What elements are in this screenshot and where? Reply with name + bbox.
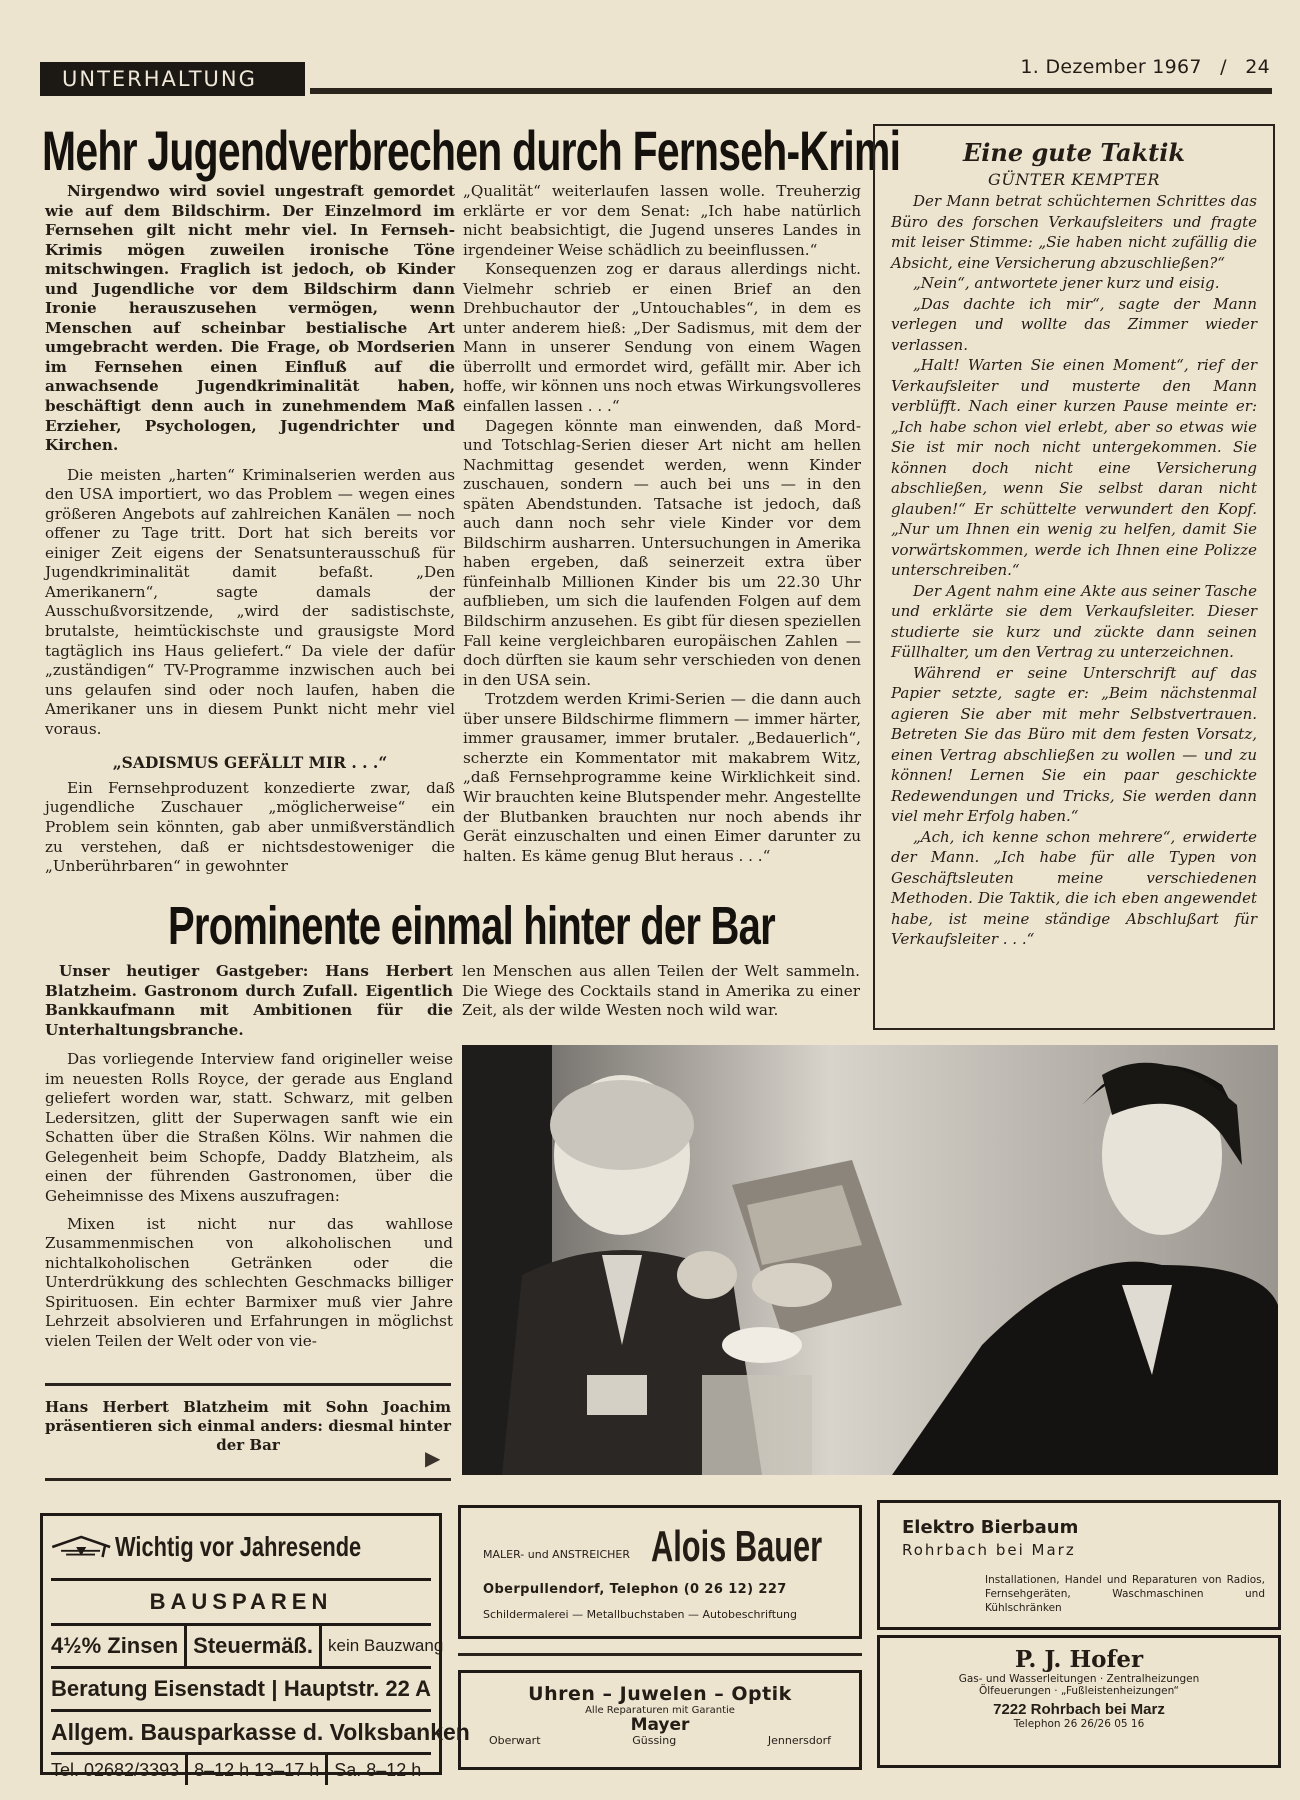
house-logo-icon — [51, 1529, 111, 1565]
ad-bierbaum-location: Rohrbach bei Marz — [902, 1541, 1076, 1559]
ad-address: Hauptstr. 22 A — [283, 1676, 431, 1701]
ad-bausparen-office: Beratung Eisenstadt | Hauptstr. 22 A — [51, 1669, 431, 1712]
ad-hofer-address: 7222 Rohrbach bei Marz — [993, 1701, 1165, 1718]
header-rule — [310, 88, 1272, 94]
photo-image — [462, 1045, 1278, 1475]
article2-column-2 — [462, 962, 860, 1021]
arrow-right-icon: ▶ — [425, 1446, 441, 1470]
ad-hofer-name: P. J. Hofer — [1014, 1646, 1144, 1673]
ad-bausparen — [40, 1513, 470, 1780]
ad-bierbaum-services: Installationen, Handel und Reparaturen von Radios, Fernsehgeräten, Waschmaschinen und Kühlschränken — [985, 1574, 1265, 1614]
ad-pj-hofer — [877, 1635, 1281, 1768]
ad-hours: 8–12 h 13–17 h — [188, 1755, 328, 1785]
sidebar-paragraph: Während er seine Unterschrift auf das Papier setzte, sagte er: „Beim nächstenmal agieren Sie aber mit mehr Selbstvertrauen. Betreten Sie das Büro mit dem festen Vorsatz, einen Vertrag abschließen zu wollen — und zu können! Lernen Sie ein paar geschickte Redewendungen und Tricks, Sie werden dann viel mehr Erfolg haben.“ — [891, 663, 1257, 825]
ad-bausparen-contact — [51, 1755, 431, 1785]
sidebar-paragraph: „Das dachte ich mir“, sagte der Mann verlegen und wollte das Zimmer wieder verlassen. — [891, 294, 1257, 354]
ad-hofer-services: Gas- und Wasserleitungen · Zentralheizungen — [958, 1673, 1200, 1685]
article1-paragraph: Dagegen könnte man einwenden, daß Mord- und Totschlag-Serien dieser Art nicht am hellen Nachmittag gesendet werden, wenn Kinder zuschauen, sondern — auch bei uns — in den späten Abendstunden. Tatsache ist jedoch, daß auch dann noch sehr viele Kinder vor dem Bildschirm ausharren. Untersuchungen in Amerika haben ergeben, daß seinerzeit extra über fünfeinhalb Millionen Kinder bis um 22.30 Uhr aufblieben, um sich die laufenden Folgen auf dem Bildschirm anzusehen. Es gibt für diesen speziellen Fall keine vergleichbaren europäischen Zahlen — doch dürften sie kaum sehr verschieden von denen in den USA sein. — [463, 416, 861, 689]
ad-bausparen-headline: Wichtig vor Jahresende — [115, 1531, 362, 1562]
article1-paragraph: „Qualität“ weiterlaufen lassen wolle. Treuherzig erklärte er vor dem Senat: „Ich habe natürlich nicht beabsichtigt, die Jugend unseres Landes in irgendeiner Weise schädlich zu beeinflussen.“ — [463, 182, 861, 259]
ad-mayer-name: Mayer — [630, 1715, 690, 1735]
ad-bauer-name: Alois Bauer — [651, 1522, 823, 1571]
ad-bauer-contact: Oberpullendorf, Telephon (0 26 12) 227 — [483, 1582, 787, 1597]
ad-mayer-tagline: Alle Reparaturen mit Garantie — [585, 1705, 735, 1716]
ad-bierbaum-name: Elektro Bierbaum — [902, 1517, 1079, 1538]
ad-elektro-bierbaum — [877, 1500, 1281, 1630]
ad-location: Jennersdorf — [767, 1734, 831, 1747]
ad-bausparen-company: Allgem. Bausparkasse d. Volksbanken — [51, 1712, 431, 1755]
caption-rule-bottom — [45, 1478, 451, 1481]
ad-feature: kein Bauzwang — [327, 1636, 444, 1655]
sidebar-paragraph: „Halt! Warten Sie einen Moment“, rief der Verkaufsleiter und musterte den Mann verblüfft. Nach einer kurzen Pause meinte er: „Ich habe schon viel erlebt, aber so etwas wie Sie ist mir noch nicht untergekommen. Sie können doch nicht eine Versicherung abschließen, wenn Sie selbst daran nicht glauben!“ Er schüttelte verwundert den Kopf. „Nur um Ihnen ein wenig zu helfen, damit Sie vorwärtskommen, werde ich Ihnen eine Polizze unterschreiben.“ — [891, 356, 1257, 579]
page-number: 24 — [1245, 56, 1270, 78]
sidebar-paragraph: Der Mann betrat schüchternen Schrittes das Büro des forschen Verkaufsleiters und fragte mit leiser Stimme: „Sie haben nicht zufällig die Absicht, eine Versicherung abzuschließen?“ — [891, 192, 1257, 272]
sidebar-paragraph: Der Agent nahm eine Akte aus seiner Tasche und erklärte sie dem Verkaufsleiter. Dieser studierte sie kurz und zückte dann seinen Füllhalter, um den Vertrag zu unterzeichnen. — [891, 581, 1257, 661]
photo-blatzheim-bar — [462, 1045, 1278, 1475]
sidebar-author: GÜNTER KEMPTER — [988, 170, 1160, 189]
ad-location: Güssing — [632, 1734, 677, 1747]
article1-headline: Mehr Jugendverbrechen durch Fernseh-Krimi — [42, 119, 901, 182]
article2-lead: Unser heutiger Gastgeber: Hans Herbert Blatzheim. Gastronom durch Zufall. Eigentlich Bankkaufmann mit Ambitionen für die Unterhaltungsbranche. — [45, 962, 453, 1039]
ad-bausparen-features — [51, 1626, 444, 1669]
ad-divider — [458, 1653, 862, 1656]
article1-paragraph: Konsequenzen zog er daraus allerdings nicht. Vielmehr schrieb er einen Brief an den Drehbuchautor der „Untouchables“, in dem es unter anderem hieß: „Der Sadismus, mit dem der Mann in unserer Sendung von einem Wagen überrollt und ermordet wird, gefällt mir. Aber ich hoffe, wir können uns noch etwas Wirkungsvolleres einfallen lassen . . .“ — [463, 260, 862, 416]
sidebar-story — [873, 124, 1275, 1030]
article1-column-2 — [463, 182, 861, 866]
date-separator: / — [1220, 56, 1227, 78]
ad-feature: 4½% Zinsen — [51, 1626, 187, 1666]
photo-caption: Hans Herbert Blatzheim mit Sohn Joachim präsentieren sich einmal anders: diesmal hinter der Bar — [45, 1398, 451, 1454]
section-label: UNTERHALTUNG — [40, 62, 305, 96]
sidebar-text — [891, 191, 1257, 950]
sidebar-paragraph: „Ach, ich kenne schon mehrere“, erwiderte der Mann. „Ich habe für alle Typen von Geschäftsleuten meine verschiedenen Methoden. Die Taktik, die ich eben angewendet habe, ist meine ständige Abschlußart für Verkaufsleiter . . .“ — [891, 827, 1257, 948]
dateline — [1020, 56, 1270, 78]
ad-mayer-locations — [461, 1734, 859, 1747]
ad-bauer-trade: MALER- und ANSTREICHER — [483, 1548, 631, 1561]
article1-subhead: „SADISMUS GEFÄLLT MIR . . .“ — [112, 753, 388, 773]
article2-headline: Prominente einmal hinter der Bar — [168, 896, 775, 956]
article1-column-1 — [45, 182, 455, 877]
article1-lead: Nirgendwo wird soviel ungestraft gemordet wie auf dem Bildschirm. Der Einzelmord im Fernsehen gilt nicht mehr viel. In Fernseh-Krimis mögen zuweilen ironische Töne mitschwingen. Fraglich ist jedoch, ob Kinder und Jugendliche vor dem Bildschirm dann Ironie herauszusehen vermögen, wenn Menschen auf scheinbar bestialische Art umgebracht werden. Die Frage, ob Mordserien im Fernsehen einen Einfluß auf die anwachsende Jugendkriminalität haben, beschäftigt denn auch in zunehmendem Maß Erzieher, Psychologen, Jugendrichter und Kirchen. — [45, 182, 455, 455]
ad-hofer-phone: Telephon 26 26/26 05 16 — [1013, 1718, 1145, 1730]
ad-bausparen-header — [51, 1516, 431, 1581]
ad-hofer-services: Ölfeuerungen · „Fußleistenheizungen“ — [979, 1685, 1179, 1697]
ad-alois-bauer — [458, 1505, 862, 1639]
caption-rule-top — [45, 1383, 451, 1386]
article2-paragraph: Mixen ist nicht nur das wahllose Zusammenmischen von alkoholischen und nichtalkoholischen Getränken oder die Unterdrükkung des schlechten Geschmacks billiger Spirituosen. Ein echter Barmixer muß vier Jahre Lehrzeit absolvieren und Erfahrungen in möglichst vielen Teilen der Welt oder von vie- — [45, 1214, 453, 1350]
ad-phone: Tel. 02682/3393 — [51, 1755, 188, 1785]
ad-feature: Steuermäß. — [187, 1626, 322, 1666]
ad-mayer-headline: Uhren – Juwelen – Optik — [528, 1683, 792, 1705]
article1-paragraph: Die meisten „harten“ Kriminalserien werden aus den USA importiert, wo das Problem — wegen eines größeren Angebots auf zahlreichen Kanälen — noch offener zu Tage tritt. Dort hat sich bereits vor einiger Zeit eigens der Senatsunterausschuß für Jugendkriminalität damit befaßt. „Den Amerikanern“, sagte damals der Ausschußvorsitzende, „wird der sadistischste, brutalste, heimtückischste und grausigste Mord tagtäglich ins Haus geliefert.“ Da viele der dafür „zuständigen“ TV-Programme inzwischen auch bei uns gelaufen sind oder noch laufen, haben die Amerikaner uns in diesem Punkt nicht mehr viel voraus. — [45, 465, 455, 738]
ad-bausparen-title: BAUSPAREN — [51, 1581, 431, 1626]
ad-location: Oberwart — [489, 1734, 541, 1747]
ad-bauer-services: Schildermalerei — Metallbuchstaben — Autobeschriftung — [483, 1608, 798, 1621]
article2-paragraph: Das vorliegende Interview fand origineller weise im neuesten Rolls Royce, der gerade aus England geliefert worden war, statt. Schwarz, mit gelben Ledersitzen, glitt der Superwagen sanft wie ein Schatten über die Straßen Kölns. Wir nahmen die Gelegenheit beim Schopfe, Daddy Blatzheim, als einen der führenden Gastronomen, über die Geheimnisse des Mixens auszufragen: — [45, 1050, 453, 1206]
sidebar-paragraph: „Nein“, antwortete jener kurz und eisig. — [913, 274, 1220, 292]
article2-paragraph: len Menschen aus allen Teilen der Welt sammeln. Die Wiege des Cocktails stand in Amerika zu einer Zeit, als der wilde Westen noch wild war. — [462, 962, 860, 1020]
article1-paragraph: Trotzdem werden Krimi-Serien — die dann auch über unsere Bildschirme flimmern — immer härter, immer grausamer, immer brutaler. „Bedauerlich“, scherzte ein Kommentator mit makabrem Witz, „daß Fernsehprogramme keine Wirklichkeit sind. Wir brauchten keine Blutspender mehr. Angestellte der Blutbanken brauchten nur noch abends ihr Gerät einzuschalten und einen Eimer darunter zu halten. Es käme genug Blut heraus . . .“ — [463, 690, 861, 865]
ad-saturday: Sa. 8–12 h — [334, 1760, 422, 1780]
article1-paragraph: Ein Fernsehproduzent konzedierte zwar, daß jugendliche Zuschauer „möglicherweise“ ein Problem sein könnten, gab aber unmißverständlich zu verstehen, daß er nichtsdestoweniger die „Unberührbaren“ in gewohnter — [45, 778, 455, 876]
sidebar-title: Eine gute Taktik — [963, 138, 1185, 167]
issue-date: 1. Dezember 1967 — [1020, 56, 1202, 78]
ad-office: Beratung Eisenstadt — [51, 1676, 265, 1701]
ad-mayer — [458, 1670, 862, 1770]
article2-column-1 — [45, 962, 453, 1351]
